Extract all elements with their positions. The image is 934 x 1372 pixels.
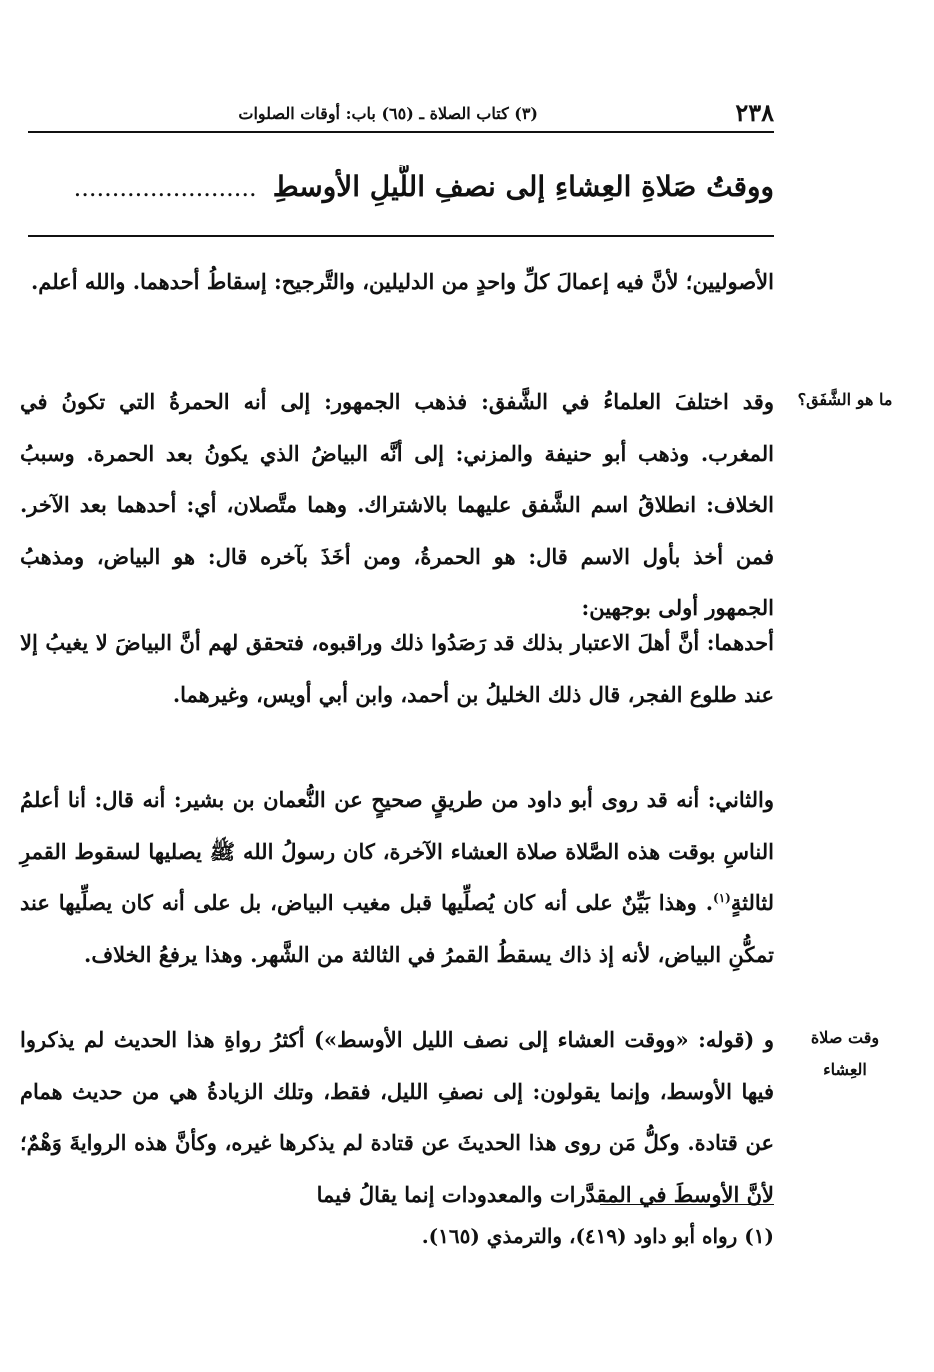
hadith-title: ووقتُ صَلاةِ العِشاءِ إلى نصفِ اللَّيلِ الأوسطِ bbox=[272, 170, 774, 203]
margin-note-shafaq: ما هو الشَّفَق؟ bbox=[797, 390, 893, 409]
paragraph-5 bbox=[20, 1014, 774, 1220]
paragraph-1 bbox=[20, 256, 774, 308]
paragraph-4-text bbox=[20, 774, 774, 980]
paragraph-4 bbox=[20, 774, 774, 980]
footnote-reference[interactable]: (١) bbox=[713, 891, 731, 905]
paragraph-5-text: و (قوله: «ووقت العشاء إلى نصف الليل الأوسط») أكثرُ رواةِ هذا الحديث لم يذكروا فيها الأوسط، وإنما يقولون: إلى نصفِ الليل، فقط، وتلك الزيادةُ هي من حديث همام عن قتادة. وكلُّ مَن روى هذا الحديثَ عن قتادة لم يذكرها غيره، وكأنَّ هذه الروايةَ وَهْمٌ؛ لأنَّ الأوسطَ في المقدَّرات والمعدودات إنما يقالُ فيما bbox=[20, 1027, 774, 1207]
paragraph-2-text: وقد اختلفَ العلماءُ في الشَّفق: فذهب الجمهور: إلى أنه الحمرةُ التي تكونُ في المغرب. وذهب أبو حنيفة والمزني: إلى أنَّه البياضُ الذي يكونُ بعد الحمرة. وسببُ الخلاف: انطلاقُ اسم الشَّفق عليهما بالاشتراك. وهما متَّصلان، أي: أحدهما بعد الآخر. فمن أخذ بأول الاسم قال: هو الحمرةُ، ومن أخَذَ بآخره قال: هو البياض، ومذهبُ الجمهور أولى بوجهين: bbox=[20, 389, 774, 620]
paragraph-3-body: أنَّ أهلَ الاعتبار بذلك قد رَصَدُوا ذلك وراقبوه، فتحقق لهم أنَّ البياضَ لا يغيبُ إلا عند طلوع الفجر، قال ذلك الخليلُ بن أحمد، وابن أبي أويس، وغيرهما. bbox=[20, 630, 774, 707]
header-rule bbox=[28, 131, 774, 133]
hadith-rule bbox=[28, 235, 774, 237]
hadith-title-dots: ........................ bbox=[73, 174, 257, 202]
paragraph-4-lead: والثاني: bbox=[707, 787, 774, 812]
paragraph-3 bbox=[20, 617, 774, 720]
paragraph-4-body-b: . وهذا بَيِّنٌ على أنه كان يُصلِّيها قبل مغيب البياض، بل على أنه كان يصلِّيها عند تمكُّنِ البياض، لأنه إذ ذاك يسقطُ القمرُ في الثالثة من الشَّهر. وهذا يرفعُ الخلاف. bbox=[20, 890, 774, 967]
paragraph-2 bbox=[20, 376, 774, 634]
paragraph-3-text bbox=[20, 617, 774, 720]
page-number: ٢٣٨ bbox=[735, 98, 774, 127]
margin-note-isha-time: وقت صلاة العِشاء bbox=[810, 1028, 880, 1079]
running-header bbox=[28, 98, 774, 130]
paragraph-4-body-a: أنه قد روى أبو داود من طريقٍ صحيحٍ عن النُّعمان بن بشير: أنه قال: أنا أعلمُ الناسِ بوقت هذه الصَّلاة صلاة العشاء الآخرة، كان رسولُ الله ﷺ يصليها لسقوط القمرِ لثالثةٍ bbox=[20, 787, 774, 915]
paragraph-1-text: الأصوليين؛ لأنَّ فيه إعمالَ كلِّ واحدٍ من الدليلين، والتَّرجيح: إسقاطُ أحدهما. والله أعلم. bbox=[30, 269, 774, 294]
running-title: (٣) كتاب الصلاة ـ (٦٥) باب: أوقات الصلوات bbox=[238, 104, 538, 123]
paragraph-3-lead: أحدهما: bbox=[706, 630, 774, 655]
footnote-rule bbox=[600, 1204, 774, 1205]
footnote: (١) رواه أبو داود (٤١٩)، والترمذي (١٦٥). bbox=[421, 1224, 774, 1248]
hadith-title-line bbox=[28, 165, 774, 211]
